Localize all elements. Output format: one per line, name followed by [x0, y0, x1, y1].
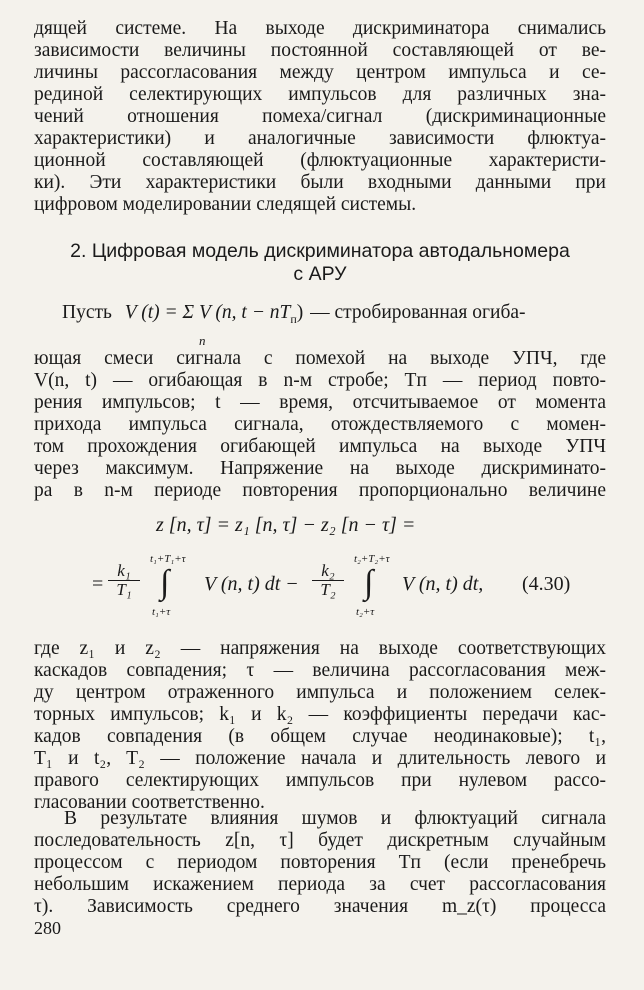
text-line: дящей системе. На выходе дискриминатора снимались — [34, 18, 606, 39]
sum-index: n — [199, 333, 206, 348]
text-line: V(n, t) — огибающая в n-м стробе; Tп — период повто- — [34, 370, 606, 391]
text-line: прихода импульса сигнала, отождествляемого с момен- — [34, 414, 606, 435]
section-heading — [34, 240, 606, 286]
text-line: τ). Зависимость среднего значения m_z(τ) процесса — [34, 896, 606, 917]
text-line: торных импульсов; k₁ и k₂ — коэффициенты передачи кас- — [34, 704, 606, 725]
paragraph-definitions — [34, 638, 606, 814]
formula-definition: Пусть V (t) = Σ V (n, $t - nT_п$) — стробированная огиба- — [62, 302, 526, 326]
text-line: каскадов совпадения; τ — величина рассогласования меж- — [34, 660, 606, 681]
integral-lower-limit-1: t₁+τ — [152, 606, 171, 618]
text-line: цифровом моделировании следящей системы. — [34, 194, 417, 215]
eq-sign: = — [92, 573, 104, 595]
text-line: личины рассогласования между центром импульса и се- — [34, 62, 606, 83]
text-line: том прохождения огибающей импульса на выходе УПЧ — [34, 436, 606, 457]
fraction-k1-t1: $\frac{\text{k₁}}{\text{T₁}}$ — [108, 562, 140, 599]
text-line: характеристики) и аналогичные зависимости флюктуа- — [34, 128, 606, 149]
text-line: зависимости величины постоянной составляющей от ве- — [34, 40, 606, 61]
integral-sign-2: ∫ — [364, 564, 374, 601]
text-line: последовательность z[n, τ] будет дискретным случайным — [34, 830, 606, 851]
text-line: рения импульсов; t — время, отсчитываемое от момента — [34, 392, 606, 413]
text-line: ющая смеси сигнала с помехой на выходе УПЧ, где — [34, 348, 606, 369]
integrand-1: V (n, t) dt − — [204, 573, 299, 595]
fraction-k2-t2: $\frac{\text{k₂}}{\text{T₂}}$ — [312, 562, 344, 599]
text-line: где z₁ и z₂ — напряжения на выходе соответствующих — [34, 638, 606, 659]
text-line: через максимум. Напряжение на выходе дискриминато- — [34, 458, 606, 479]
integral-lower-limit-2: t₂+τ — [356, 606, 375, 618]
text-line: В результате влияния шумов и флюктуаций сигнала — [64, 808, 606, 829]
text-line: гласовании соответственно. — [34, 792, 265, 813]
integral-sign-1: ∫ — [160, 564, 170, 601]
text-line: рединой селектирующих импульсов для различных зна- — [34, 84, 606, 105]
integral-upper-limit-2: t₂+T₂+τ — [354, 553, 390, 565]
text-line: ра в n-м периоде повторения пропорционально величине — [34, 480, 606, 501]
paragraph-intro — [34, 18, 606, 216]
integrand-2: V (n, t) dt, — [402, 573, 484, 595]
text-line: процессом с периодом повторения Tп (если пренебречь — [34, 852, 606, 873]
text-line: T₁ и t₂, T₂ — положение начала и длительность левого и — [34, 748, 606, 769]
formula-z-line1: z [n, τ] = z₁ [n, τ] − z₂ [n − τ] = — [156, 514, 416, 536]
text-line: ционной составляющей (флюктуационные характеристи- — [34, 150, 606, 171]
heading-line: с АРУ — [293, 263, 347, 285]
text-line: небольшим искажением периода за счет рассогласования — [34, 874, 606, 895]
integral-upper-limit-1: t₁+T₁+τ — [150, 553, 186, 565]
page-number: 280 — [34, 918, 61, 938]
heading-line: 2. Цифровая модель дискриминатора автодальномера — [70, 240, 570, 262]
text-line: ки). Эти характеристики были входными данными при — [34, 172, 606, 193]
text-line: правого селектирующих импульсов при нулевом рассо- — [34, 770, 606, 791]
text-line: кадов совпадения (в общем случае неодинаковые); t₁, — [34, 726, 606, 747]
paragraph-random-process — [34, 808, 606, 918]
equation-number: (4.30) — [522, 573, 571, 595]
paragraph-envelope — [34, 348, 606, 502]
text-line: чений отношения помеха/сигнал (дискриминационные — [34, 106, 606, 127]
text-line: ду центром отраженного импульса и положением селек- — [34, 682, 606, 703]
